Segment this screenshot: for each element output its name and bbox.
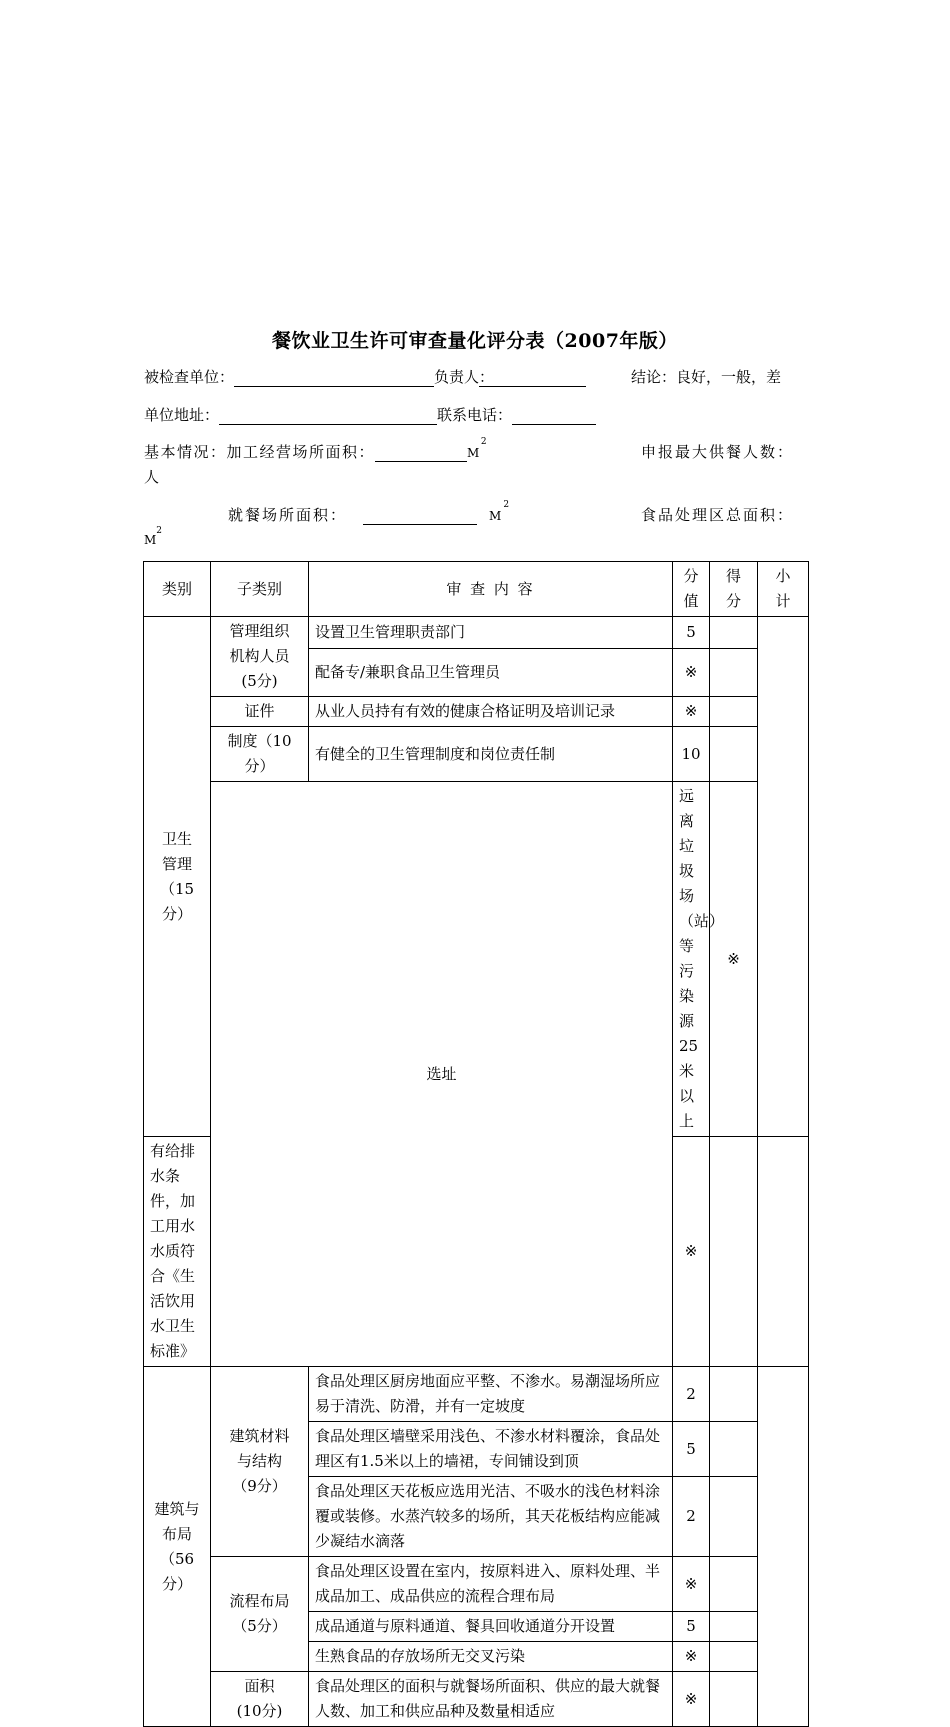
category-hygiene: 卫生 管理 （15 分） xyxy=(144,617,211,1137)
got-score-cell[interactable] xyxy=(710,617,758,649)
max-diners-label: 申报最大供餐人数： xyxy=(641,443,795,461)
score-cell: 2 xyxy=(673,1367,710,1422)
score-cell: ※ xyxy=(673,697,710,727)
document-title: 餐饮业卫生许可审查量化评分表（2007年版） xyxy=(272,330,678,352)
table-row xyxy=(144,617,809,649)
dining-area-label: 就餐场所面积： xyxy=(228,506,348,524)
score-cell: 5 xyxy=(673,1422,710,1477)
subtotal-cell[interactable] xyxy=(758,617,809,1137)
content-cell: 食品处理区的面积与就餐场所面积、供应的最大就餐人数、加工和供应品种及数量相适应 xyxy=(309,1672,673,1727)
score-cell: 5 xyxy=(673,1612,710,1642)
unit-m: M xyxy=(467,446,481,460)
got-score-cell[interactable] xyxy=(710,1642,758,1672)
col-score-value: 分 值 xyxy=(673,562,710,617)
conclusion-text: 结论：良好，一般，差 xyxy=(631,368,782,386)
content-cell: 远离垃圾场（站）等污染源25米以上 xyxy=(673,782,710,1137)
score-cell: ※ xyxy=(673,1557,710,1612)
col-content: 审 查 内 容 xyxy=(309,562,673,617)
score-cell: 10 xyxy=(673,727,710,782)
subcategory-cert: 证件 xyxy=(211,697,309,727)
person-blank[interactable] xyxy=(494,370,586,387)
header-line-address xyxy=(144,404,596,425)
category-building: 建筑与 布局 （56 分） xyxy=(144,1367,211,1727)
score-cell: ※ xyxy=(710,782,758,1137)
unit-blank[interactable] xyxy=(234,370,434,387)
score-cell: ※ xyxy=(673,1137,710,1367)
subcategory-area: 面积 (10分) xyxy=(211,1672,309,1727)
header-line-dining: 就餐场所面积： $M^2$ xyxy=(228,500,512,524)
got-score-cell[interactable] xyxy=(710,1137,758,1367)
got-score-cell[interactable] xyxy=(710,1477,758,1557)
phone-label: 联系电话： xyxy=(437,406,513,424)
got-score-cell[interactable] xyxy=(710,727,758,782)
got-score-cell[interactable] xyxy=(710,697,758,727)
got-score-cell[interactable] xyxy=(710,1672,758,1727)
content-cell: 配备专/兼职食品卫生管理员 xyxy=(309,649,673,697)
content-cell: 从业人员持有有效的健康合格证明及培训记录 xyxy=(309,697,673,727)
address-blank[interactable] xyxy=(219,408,437,425)
content-cell: 成品通道与原料通道、餐具回收通道分开设置 xyxy=(309,1612,673,1642)
operating-area-blank[interactable] xyxy=(375,445,467,462)
person-unit: 人 xyxy=(144,468,160,486)
score-cell: ※ xyxy=(673,1642,710,1672)
score-cell: ※ xyxy=(673,649,710,697)
content-cell: 有给排水条件，加工用水水质符合《生活饮用水卫生标准》 xyxy=(144,1137,211,1367)
score-cell: ※ xyxy=(673,1672,710,1727)
header-line-basic: 基本情况：加工经营场所面积： $M^2$ xyxy=(144,437,489,461)
table-row xyxy=(144,1557,809,1612)
unit-label: 被检查单位： xyxy=(144,368,235,386)
content-cell: 生熟食品的存放场所无交叉污染 xyxy=(309,1642,673,1672)
content-cell: 食品处理区墙壁采用浅色、不渗水材料覆涂，食品处理区有1.5米以上的墙裙，专间铺设到顶 xyxy=(309,1422,673,1477)
phone-blank[interactable] xyxy=(512,408,596,425)
col-subtotal: 小 计 xyxy=(758,562,809,617)
content-cell: 设置卫生管理职责部门 xyxy=(309,617,673,649)
food-area-unit: $M^2$ xyxy=(144,526,163,547)
got-score-cell[interactable] xyxy=(710,649,758,697)
table-row xyxy=(144,1367,809,1422)
basic-label: 基本情况：加工经营场所面积： xyxy=(144,443,376,461)
content-cell: 食品处理区设置在室内，按原料进入、原料处理、半成品加工、成品供应的流程合理布局 xyxy=(309,1557,673,1612)
content-cell: 食品处理区厨房地面应平整、不渗水。易潮湿场所应易于清洗、防滑，并有一定坡度 xyxy=(309,1367,673,1422)
score-cell: 5 xyxy=(673,617,710,649)
subcategory-system: 制度（10 分） xyxy=(211,727,309,782)
got-score-cell[interactable] xyxy=(710,1612,758,1642)
content-cell: 有健全的卫生管理制度和岗位责任制 xyxy=(309,727,673,782)
score-cell: 2 xyxy=(673,1477,710,1557)
got-score-cell[interactable] xyxy=(710,1367,758,1422)
subcategory-flow: 流程布局 （5分） xyxy=(211,1557,309,1672)
person-colon: ： xyxy=(479,368,495,386)
person-label: 负责人 xyxy=(434,368,480,386)
address-label: 单位地址： xyxy=(144,406,220,424)
table-row xyxy=(144,727,809,782)
col-subcategory: 子类别 xyxy=(211,562,309,617)
table-row xyxy=(144,697,809,727)
col-score-got: 得 分 xyxy=(710,562,758,617)
scoring-table xyxy=(143,561,809,1727)
col-category: 类别 xyxy=(144,562,211,617)
got-score-cell[interactable] xyxy=(710,1557,758,1612)
subcategory-material: 建筑材料 与结构 （9分） xyxy=(211,1367,309,1557)
food-area-label: 食品处理区总面积： xyxy=(641,506,795,524)
category-site: 选址 xyxy=(211,782,673,1367)
table-header-row xyxy=(144,562,809,617)
subcategory-org: 管理组织 机构人员 (5分) xyxy=(211,617,309,697)
header-line-unit xyxy=(144,366,586,387)
dining-area-blank[interactable] xyxy=(363,508,477,525)
table-row xyxy=(144,782,809,1137)
subtotal-cell[interactable] xyxy=(758,1367,809,1727)
got-score-cell[interactable] xyxy=(710,1422,758,1477)
content-cell: 食品处理区天花板应选用光洁、不吸水的浅色材料涂覆或装修。水蒸汽较多的场所，其天花板结构应能减少凝结水滴落 xyxy=(309,1477,673,1557)
table-row xyxy=(144,1672,809,1727)
